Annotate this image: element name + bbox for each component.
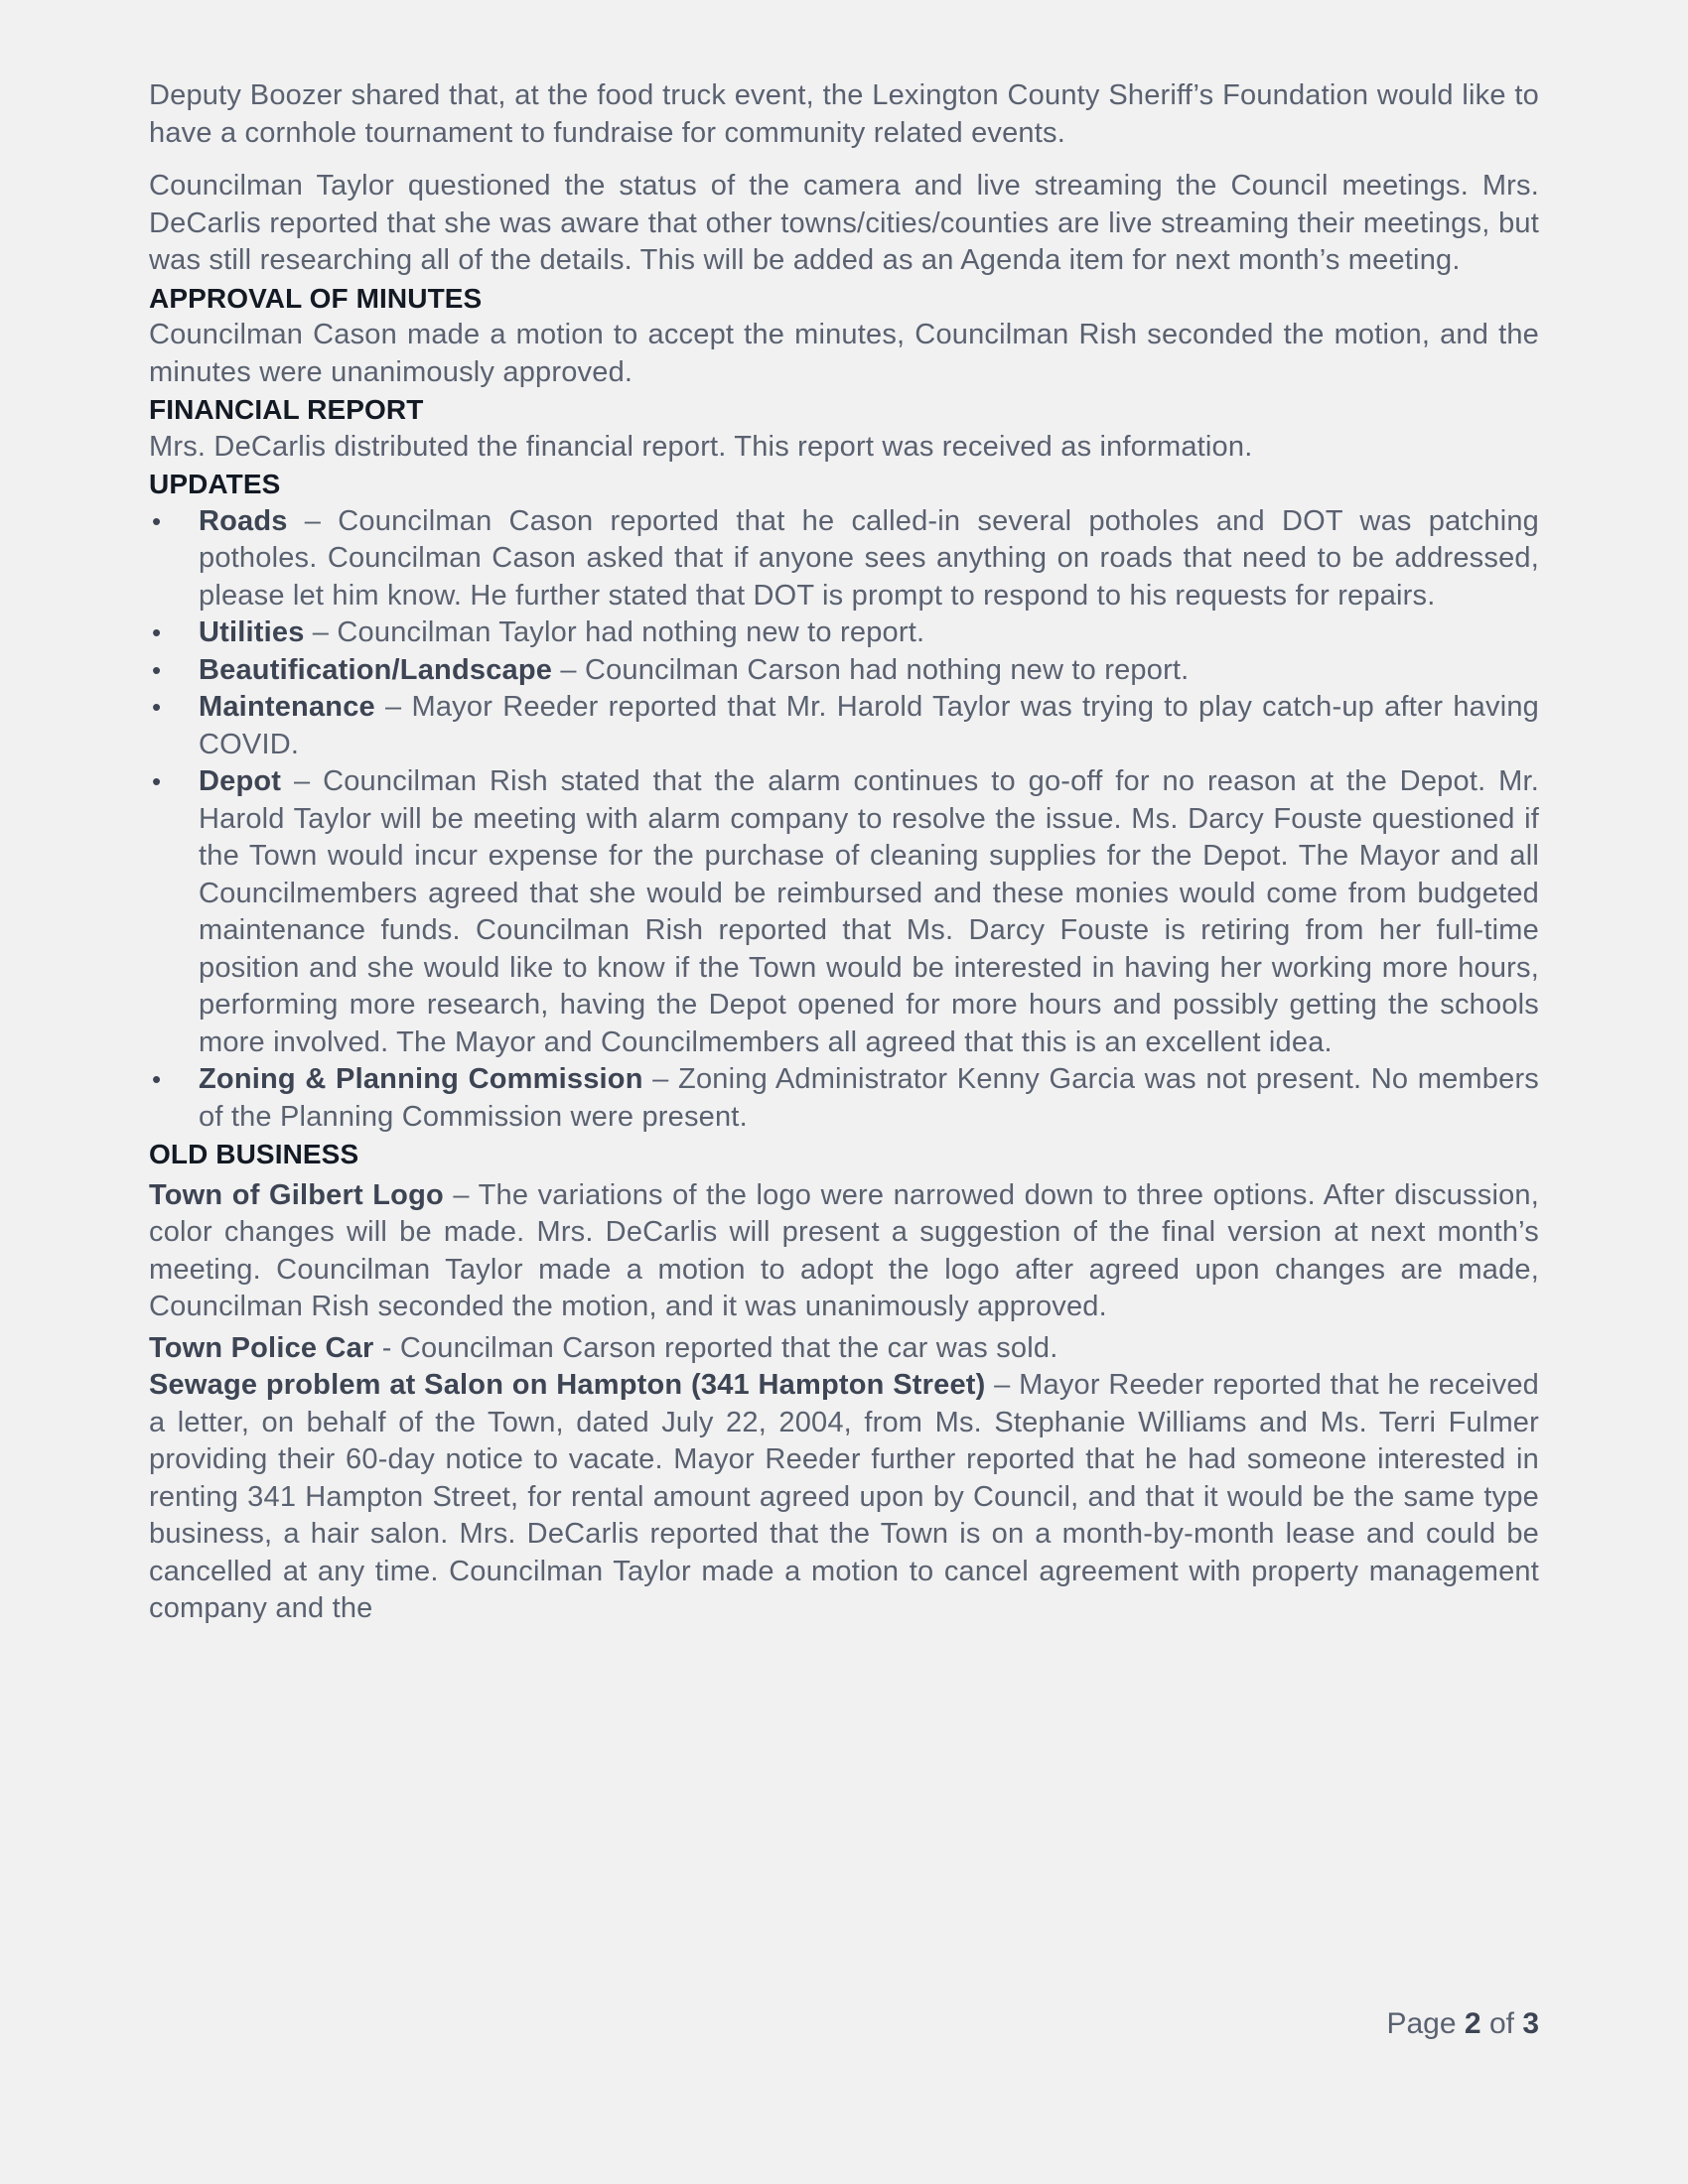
- update-text: – Councilman Carson had nothing new to report.: [552, 653, 1190, 686]
- of-word: of: [1488, 2007, 1514, 2040]
- update-text: – Mayor Reeder reported that Mr. Harold Taylor was trying to play catch-up after having COVID.: [199, 691, 1539, 760]
- update-label: Maintenance: [199, 691, 375, 723]
- current-page: 2: [1464, 2007, 1481, 2040]
- bullet-icon: •: [152, 617, 162, 647]
- update-item-utilities: [149, 614, 1539, 652]
- bullet-icon: •: [152, 766, 162, 796]
- police-car-label: Town Police Car: [149, 1331, 374, 1364]
- update-item-beautification: [149, 652, 1539, 690]
- sewage-label: Sewage problem at Salon on Hampton (341 Hampton Street): [149, 1369, 986, 1401]
- financial-heading: FINANCIAL REPORT: [149, 394, 424, 425]
- bullet-icon: •: [152, 654, 162, 685]
- update-label: Utilities: [199, 616, 305, 648]
- police-car-paragraph: [149, 1330, 1539, 1368]
- update-text: – Councilman Cason reported that he called-in several potholes and DOT was patching potholes. Councilman Cason asked that if anyone sees anything on roads that need to be addressed, please let him know. He further stated that DOT is prompt to respond to his requests for repairs.: [199, 504, 1539, 612]
- approval-heading: APPROVAL OF MINUTES: [149, 282, 483, 314]
- bullet-icon: •: [152, 1064, 162, 1094]
- update-label: Depot: [199, 765, 282, 797]
- page-word: Page: [1386, 2007, 1457, 2040]
- sewage-text: – Mayor Reeder reported that he received a letter, on behalf of the Town, dated July 22, 2004, from Ms. Stephanie Williams and Ms. Terri Fulmer providing their 60-day notice to vacate. Mayor Reeder further reported that he had someone interested in renting 341 Hampton Street, for rental amount agreed upon by Council, and that it would be the same type business, a hair salon. Mrs. DeCarlis reported that the Town is on a month-by-month lease and could be cancelled at any time. Councilman Taylor made a motion to cancel agreement with property management company and the: [149, 1369, 1539, 1624]
- update-text: – Councilman Taylor had nothing new to report.: [304, 616, 925, 648]
- bullet-icon: •: [152, 505, 162, 536]
- update-item-roads: [149, 503, 1539, 615]
- financial-paragraph: Mrs. DeCarlis distributed the financial report. This report was received as information.: [149, 430, 1253, 463]
- old-business-heading: OLD BUSINESS: [149, 1139, 359, 1169]
- update-label: Roads: [199, 504, 288, 537]
- update-label: Zoning & Planning Commission: [199, 1063, 643, 1095]
- total-pages: 3: [1522, 2007, 1539, 2040]
- update-text: – Zoning Administrator Kenny Garcia was not present. No members of the Planning Commission were present.: [199, 1063, 1539, 1133]
- update-item-zoning: [149, 1061, 1539, 1136]
- updates-list: [149, 503, 1539, 1137]
- bullet-icon: •: [152, 692, 162, 722]
- sewage-paragraph: [149, 1367, 1539, 1628]
- gilbert-logo-paragraph: [149, 1177, 1539, 1326]
- update-text: – Councilman Rish stated that the alarm continues to go-off for no reason at the Depot. Mr. Harold Taylor will be meeting with alarm company to resolve the issue. Ms. Darcy Fouste questioned if the Town would incur expense for the purchase of cleaning supplies for the Depot. The Mayor and all Councilmembers agreed that she would be reimbursed and these monies would come from budgeted maintenance funds. Councilman Rish reported that Ms. Darcy Fouste is retiring from her full-time position and she would like to know if the Town would be interested in having her working more hours, performing more research, having the Depot opened for more hours and possibly getting the schools more involved. The Mayor and Councilmembers all agreed that this is an excellent idea.: [199, 765, 1539, 1058]
- updates-heading: UPDATES: [149, 469, 281, 499]
- update-item-maintenance: [149, 689, 1539, 763]
- update-label: Beautification/Landscape: [199, 653, 553, 686]
- update-item-depot: [149, 763, 1539, 1061]
- deputy-boozer-paragraph: Deputy Boozer shared that, at the food truck event, the Lexington County Sheriff’s Foundation would like to have a cornhole tournament to fundraise for community related events.: [149, 79, 1539, 149]
- gilbert-logo-text: – The variations of the logo were narrowed down to three options. After discussion, color changes will be made. Mrs. DeCarlis will present a suggestion of the final version at next month’s meeting. Councilman Taylor made a motion to adopt the logo after agreed upon changes are made, Councilman Rish seconded the motion, and it was unanimously approved.: [149, 1178, 1540, 1322]
- page-number: [1386, 2007, 1539, 2041]
- gilbert-logo-label: Town of Gilbert Logo: [149, 1178, 444, 1211]
- camera-streaming-paragraph: Councilman Taylor questioned the status of the camera and live streaming the Council meetings. Mrs. DeCarlis reported that she was aware that other towns/cities/counties are live streaming their meetings, but was still researching all of the details. This will be added as an Agenda item for next month’s meeting.: [149, 170, 1539, 276]
- police-car-text: - Councilman Carson reported that the car was sold.: [373, 1331, 1058, 1364]
- minutes-page: [149, 77, 1539, 1628]
- approval-paragraph: Councilman Cason made a motion to accept the minutes, Councilman Rish seconded the motion, and the minutes were unanimously approved.: [149, 319, 1539, 388]
